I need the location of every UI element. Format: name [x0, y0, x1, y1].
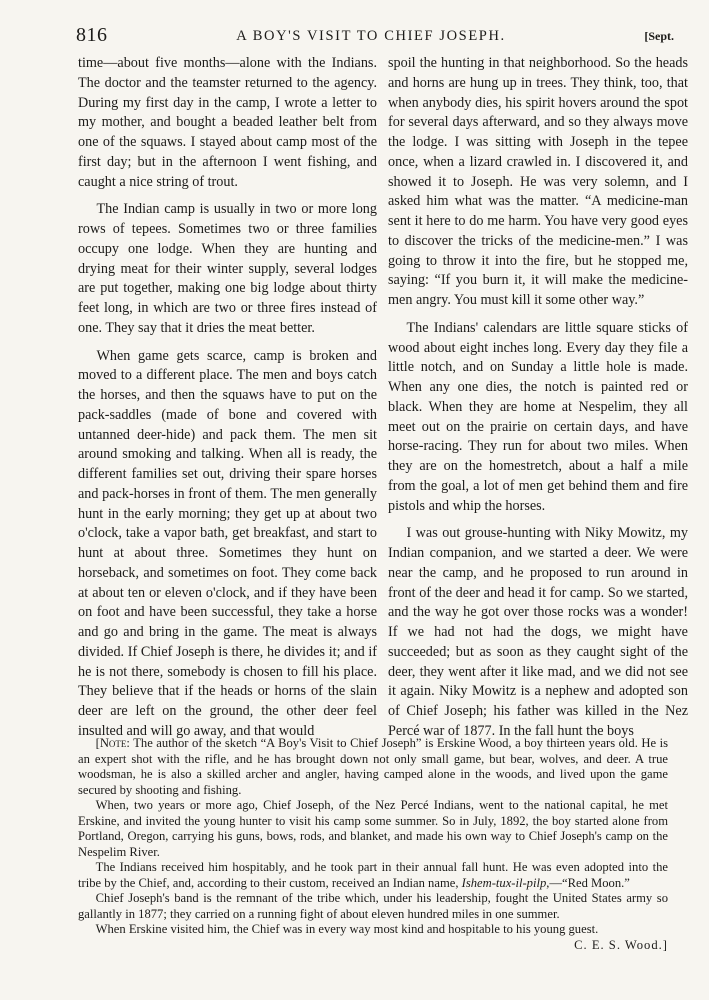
paragraph: I was out grouse-hunting with Niky Mowitz, my Indian companion, and we started a deer. We were near the camp, and he proposed to run around in front of the deer and head it for camp. So we started, and the way he got over those rocks was a wonder! If we had not had the dogs, we might have succeeded; but as soon as they caught sight of the deer, they went after it like mad, and we did not see it again. Niky Mowitz is a nephew and adopted son of Chief Joseph; his father was killed in the Nez Percé war of 1877. In the fall hunt the boys [388, 525, 688, 739]
note-paragraph: Chief Joseph's band is the remnant of the tribe which, under his leadership, fought the United States army so gallantly in 1877; they carried on a running fight of about eleven hundred miles in one summer. [78, 891, 668, 921]
paragraph: When game gets scarce, camp is broken and moved to a different place. The men and boys catch the horses, and then the squaws have to put on the pack-saddles (made of bone and covered with untanned deer-hide) and pack them. The men sit around smoking and talking. When all is ready, the different families set out, driving their spare horses and pack-horses in front of them. The men generally hunt in the early morning; they get up at about two o'clock, take a vapor bath, get breakfast, and start to hunt at about three. Sometimes they hunt on horseback, and sometimes on foot. They come back at about ten or eleven o'clock, and if they have been on foot and have been successful, they take a horse and go and bring in the game. The meat is always divided. If Chief Joseph is there, he divides it; and if he is not there, somebody is chosen to fill his place. They believe that if the heads or horns of the slain deer are left on the ground, the other deer feel insulted and will go away, and that would [78, 347, 377, 739]
note-paragraph: When, two years or more ago, Chief Joseph, of the Nez Percé Indians, went to the national capital, he met Erskine, and invited the young hunter to visit his camp some summer. So in July, 1892, the boy started alone from Portland, Oregon, carrying his guns, bows, rods, and blanket, and made his own way to Chief Joseph's camp on the Nespelim River. [78, 798, 668, 859]
issue-label: [Sept. [644, 29, 674, 43]
note-text: The Indians received him hospitably, and he took part in their annual fall hunt. He was even adopted into the tribe by the Chief, and, according to their custom, received an Indian name, [78, 860, 668, 890]
note-paragraph [78, 860, 668, 891]
note-paragraph [78, 736, 668, 798]
note-paragraph: When Erskine visited him, the Chief was in every way most kind and hospitable to his young guest. [95, 922, 599, 936]
paragraph: time—about five months—alone with the Indians. The doctor and the teamster returned to the agency. During my first day in the camp, I wrote a letter to my mother, and bought a beaded leather belt from one of the squaws. I stayed about camp most of the first day; but in the afternoon I went fishing, and caught a nice string of trout. [78, 55, 377, 190]
right-column [388, 54, 688, 742]
editor-note [78, 736, 668, 953]
page-number: 816 [76, 24, 108, 46]
left-column [78, 54, 377, 742]
paragraph: The Indians' calendars are little square sticks of wood about eight inches long. Every day they file a little notch, and on Sunday a little hole is made. When any one dies, the notch is painted red or black. When they are home at Nespelim, they all meet out on the prairie on certain days, and have horse-racing. They run for about two miles. When they are on the homestretch, about a half a mile from the goal, a lot of men get behind them and fire pistols and whip the horses. [388, 319, 688, 514]
note-text: ,—“Red Moon.” [546, 875, 630, 890]
note-signature: C. E. S. Wood.] [574, 937, 668, 952]
indian-name: Ishem-tux-il-pilp [461, 875, 547, 890]
running-title: A BOY'S VISIT TO CHIEF JOSEPH. [236, 28, 506, 44]
note-text: The author of the sketch “A Boy's Visit to Chief Joseph” is Erskine Wood, a boy thirteen years old. He is an expert shot with the rifle, and he has brought down not only small game, but bear, wolves, and deer. A true woodsman, he is also a skilled archer and angler, having camped alone in the woods, and lived upon the game secured by shooting and fishing. [78, 736, 668, 797]
note-label: [Note: [95, 736, 130, 750]
paragraph: The Indian camp is usually in two or more long rows of tepees. Sometimes two or three families occupy one lodge. When they are hunting and drying meat for their winter supply, several lodges are put together, making one big lodge about thirty feet long, in which are two or three fires instead of one. They say that it dries the meat better. [78, 201, 377, 336]
paragraph: spoil the hunting in that neighborhood. So the heads and horns are hung up in trees. They think, too, that when anybody dies, his spirit hovers around the spot for several days afterward, and so they always move the lodge. I was sitting with Joseph in the tepee once, when a lizard crawled in. I discovered it, and showed it to Joseph. He was very solemn, and I asked him what was the matter. “A medicine-man sent it here to do me harm. You have very good eyes to discover the tricks of the medicine-men.” I was going to throw it into the fire, but he stopped me, saying: “If you burn it, it will make the medicine-men angry. You must kill it some other way.” [388, 55, 688, 308]
page-header [76, 24, 674, 46]
